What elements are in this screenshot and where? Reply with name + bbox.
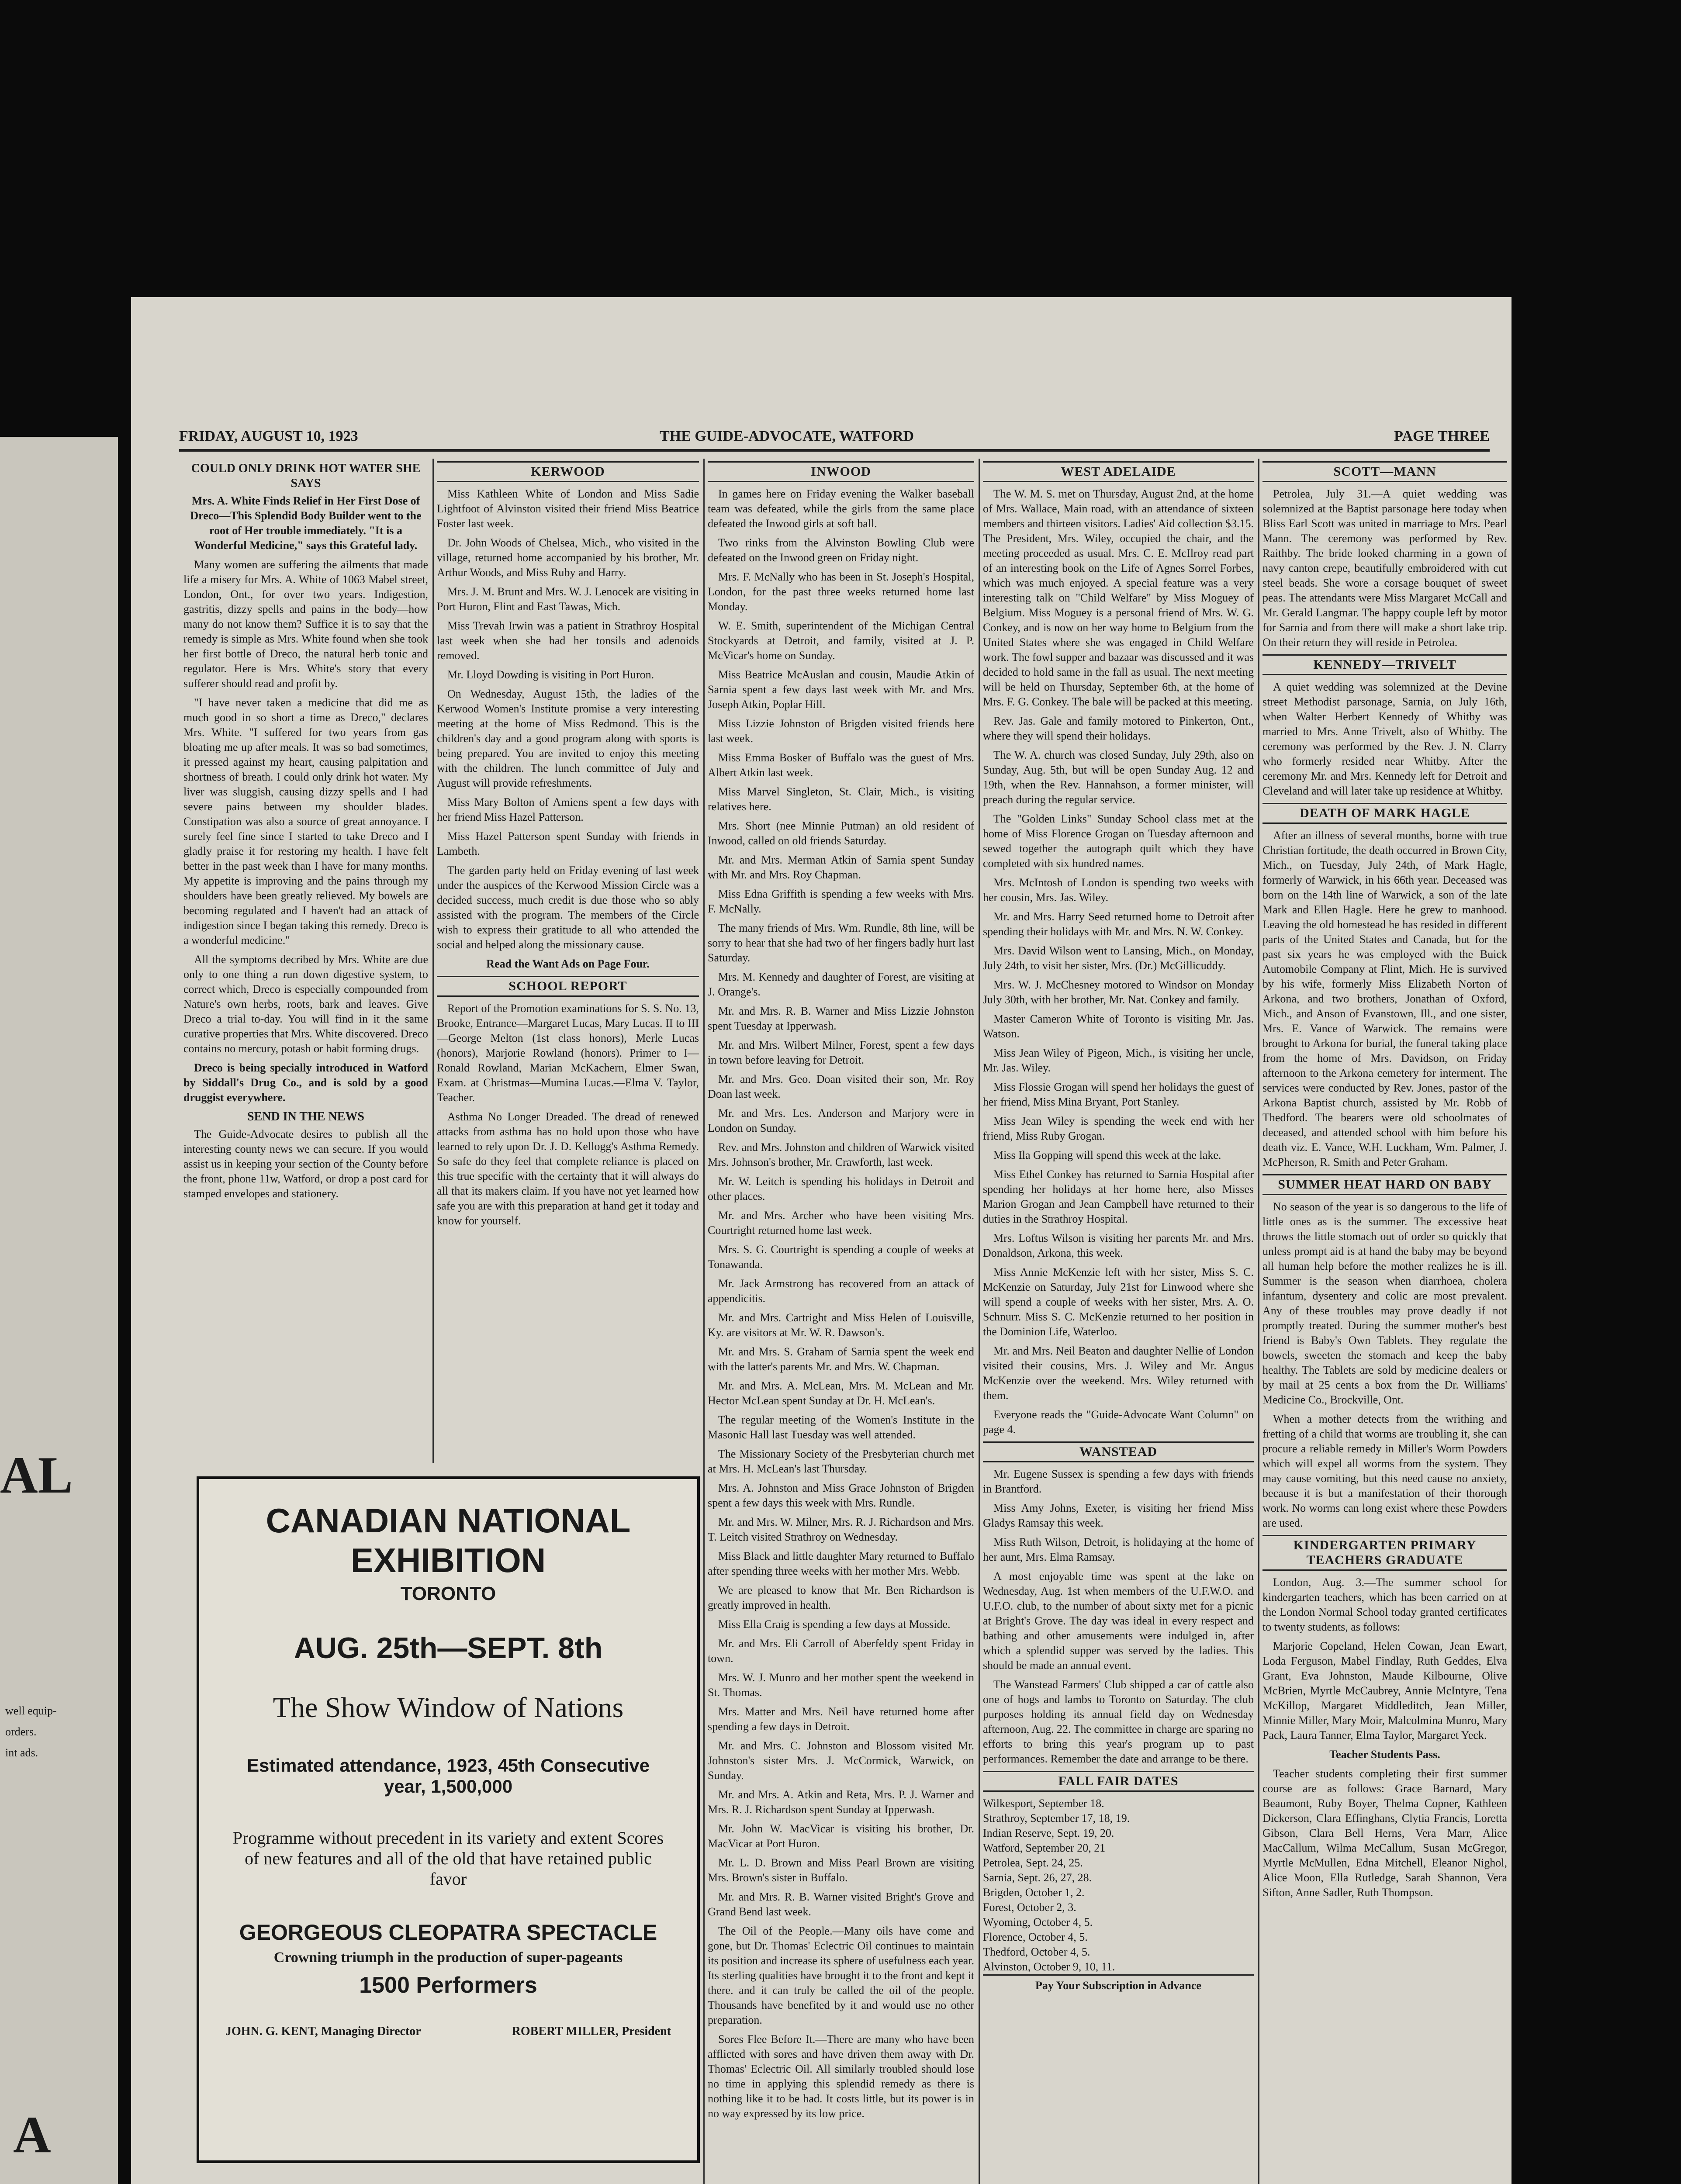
paragraph: Miss Trevah Irwin was a patient in Strathroy Hospital last week when she had her tonsils and adenoids removed. xyxy=(437,619,699,662)
paragraph: Mr. John W. MacVicar is visiting his brother, Dr. MacVicar at Port Huron. xyxy=(708,1822,974,1850)
paragraph: Many women are suffering the ailments that made life a misery for Mrs. A. White of 1063 Mabel street, London, Ont., for over two years. Indigestion, gastritis, dizzy spells and pains in the body—how many do not know them? Suffice it is to say that the remedy is simple as Mrs. White found when she took her first bottle of Dreco, the natural herb tonic and regulator. Here is Mrs. White's story that every sufferer should read and profit by. xyxy=(183,558,428,690)
ad-performers: 1500 Performers xyxy=(359,1973,537,1998)
paragraph: Two rinks from the Alvinston Bowling Club were defeated on the Inwood green on Friday night. xyxy=(708,536,974,564)
paragraph: Mr. and Mrs. A. McLean, Mrs. M. McLean and Mr. Hector McLean spent Sunday at Dr. H. McLean's. xyxy=(708,1379,974,1407)
issue-date: FRIDAY, AUGUST 10, 1923 xyxy=(179,428,358,444)
paragraph: Mr. Jack Armstrong has recovered from an attack of appendicitis. xyxy=(708,1277,974,1305)
paragraph: Miss Hazel Patterson spent Sunday with friends in Lambeth. xyxy=(437,830,699,857)
paragraph: Mrs. F. McNally who has been in St. Joseph's Hospital, London, for the past three weeks returned home last Monday. xyxy=(708,570,974,613)
paragraph: Miss Jean Wiley is spending the week end with her friend, Miss Ruby Grogan. xyxy=(983,1115,1254,1142)
paragraph: Master Cameron White of Toronto is visiting Mr. Jas. Watson. xyxy=(983,1013,1254,1040)
paragraph: The Wanstead Farmers' Club shipped a car of cattle also one of hogs and lambs to Toronto on Saturday. The club purposes holding its annual field day on Wednesday afternoon, Aug. 22. The committee in charge are sparing no efforts to bring this year's program up to past performances. Remember the date and arrange to be there. xyxy=(983,1678,1254,1765)
paragraph: Mr. and Mrs. Eli Carroll of Aberfeldy spent Friday in town. xyxy=(708,1637,974,1665)
paragraph: In games here on Friday evening the Walker baseball team was defeated, while the girls from the same place defeated the Inwood girls at soft ball. xyxy=(708,487,974,530)
fair-date: Alvinston, October 9, 10, 11. xyxy=(983,1960,1115,1973)
paragraph: Miss Ila Gopping will spend this week at the lake. xyxy=(993,1149,1221,1161)
article-headline: COULD ONLY DRINK HOT WATER SHE SAYS xyxy=(191,462,421,490)
column-west-adelaide xyxy=(983,459,1254,2184)
paragraph: The W. M. S. met on Thursday, August 2nd, at the home of Mrs. Wallace, Main road, with an attendance of sixteen members and thirteen visitors. Ladies' Aid collection $3.15. The President, Mrs. Wiley, occupied the chair, and the meeting proceeded as usual. Mrs. C. E. McIlroy read part of an interesting book on the Life of Agnes Sorrel Forbes, which was much enjoyed. A special feature was a very interesting talk on "Child Welfare" by Miss Moguey of Belgium. Miss Moguey is a personal friend of Mrs. W. G. Conkey, and is now on her way home to Belgium from the United States where she was engaged in Child Welfare work. The fowl supper and bazaar was discussed and it was decided to hold same in the fall as usual. The next meeting will be held on Thursday, September 6th, at the home of Mrs. F. G. Conkey. The bale will be packed at this meeting. xyxy=(983,487,1254,708)
masthead xyxy=(179,428,1490,452)
paragraph: Mr. and Mrs. Archer who have been visiting Mrs. Courtright returned home last week. xyxy=(708,1209,974,1237)
paragraph: Miss Amy Johns, Exeter, is visiting her friend Miss Gladys Ramsay this week. xyxy=(983,1502,1254,1529)
paragraph: Miss Ethel Conkey has returned to Sarnia Hospital after spending her holidays at her home here, also Misses Marion Grogan and Jean Campbell have returned to their duties in the Strathroy Hospital. xyxy=(983,1168,1254,1225)
previous-page-fragment xyxy=(0,437,118,2184)
paragraph: Mr. W. Leitch is spending his holidays in Detroit and other places. xyxy=(708,1175,974,1203)
paragraph: Miss Emma Bosker of Buffalo was the guest of Mrs. Albert Atkin last week. xyxy=(708,751,974,779)
paragraph: Miss Flossie Grogan will spend her holidays the guest of her friend, Miss Mina Bryant, Port Stanley. xyxy=(983,1081,1254,1108)
fair-date: Wyoming, October 4, 5. xyxy=(983,1916,1093,1928)
paragraph: Mrs. Matter and Mrs. Neil have returned home after spending a few days in Detroit. xyxy=(708,1705,974,1733)
paragraph: Marjorie Copeland, Helen Cowan, Jean Ewart, Loda Ferguson, Mabel Findlay, Ruth Geddes, Elva Grant, Eva Johnston, Maude Kilbourne, Olive McBrien, Myrtle McCaubrey, Annie McIntyre, Tena McKillop, Margaret Middleditch, Jean Miller, Minnie Miller, Mary Moir, Malcolmina Munro, Mary Pack, Laura Tanner, Elma Taylor, Margaret Yeck. xyxy=(1262,1640,1507,1742)
column-weddings xyxy=(1262,459,1507,2184)
article-headline: SEND IN THE NEWS xyxy=(247,1110,364,1123)
paragraph: Read the Want Ads on Page Four. xyxy=(486,957,650,970)
paragraph: Teacher students completing their first summer course are as follows: Grace Barnard, Mary Beaumont, Ruby Boyer, Thelma Copner, Kathleen Dickerson, Clara Effinghans, Clytia Francis, Loretta Gibson, Clara Bell Herns, Vera Marr, Alice MacCallum, Wilma McCallum, Susan McGregor, Myrtle McMullen, Edna Mitchell, Eleanor Nighol, Alice Moon, Ella Rutledge, Sarah Shannon, Vera Sifton, Anne Sadler, Ruth Thompson. xyxy=(1262,1767,1507,1899)
ad-president: ROBERT MILLER, President xyxy=(512,2025,671,2038)
column-dreco xyxy=(183,459,428,1463)
paragraph: Miss Mary Bolton of Amiens spent a few days with her friend Miss Hazel Patterson. xyxy=(437,796,699,823)
section-heading: DEATH OF MARK HAGLE xyxy=(1262,803,1507,824)
ad-director: JOHN. G. KENT, Managing Director xyxy=(225,2025,421,2038)
column-rule xyxy=(979,459,980,2184)
section-heading: KERWOOD xyxy=(437,461,699,482)
paragraph: The Missionary Society of the Presbyterian church met at Mrs. H. McLean's last Thursday. xyxy=(708,1448,974,1475)
fair-date: Sarnia, Sept. 26, 27, 28. xyxy=(983,1871,1092,1884)
paragraph: When a mother detects from the writhing and fretting of a child that worms are troubling it, she can procure a reliable remedy in Miller's Worm Powders which will expel all worms from the system. They may cause vomiting, but this need cause no anxiety, because it is but a manifestation of their thorough work. No worms can long exist where these Powders are used. xyxy=(1262,1413,1507,1529)
column-rule xyxy=(1258,459,1259,2184)
paragraph: W. E. Smith, superintendent of the Michigan Central Stockyards at Detroit, and family, visited at J. P. McVicar's home on Sunday. xyxy=(708,619,974,662)
fair-date: Florence, October 4, 5. xyxy=(983,1931,1088,1943)
paragraph: Mr. L. D. Brown and Miss Pearl Brown are visiting Mrs. Brown's sister in Buffalo. xyxy=(708,1856,974,1884)
ad-city: TORONTO xyxy=(400,1583,496,1604)
paragraph: Sores Flee Before It.—There are many who have been afflicted with sores and have driven them away with Dr. Thomas' Eclectric Oil. All similarly troubled should lose no time in applying this splendid remedy as there is nothing like it to be had. It costs little, but its power is in no way expressed by its low price. xyxy=(708,2033,974,2120)
column-inwood xyxy=(708,459,974,2184)
paragraph: Mr. and Mrs. Cartright and Miss Helen of Louisville, Ky. are visitors at Mr. W. R. Dawson's. xyxy=(708,1311,974,1339)
section-heading: SCOTT—MANN xyxy=(1262,461,1507,482)
section-heading: INWOOD xyxy=(708,461,974,482)
paragraph: Mr. and Mrs. Merman Atkin of Sarnia spent Sunday with Mr. and Mrs. Roy Chapman. xyxy=(708,854,974,881)
section-heading: KINDERGARTEN PRIMARY TEACHERS GRADUATE xyxy=(1262,1535,1507,1571)
paragraph: Mr. and Mrs. S. Graham of Sarnia spent the week end with the latter's parents Mr. and Mrs. W. Chapman. xyxy=(708,1345,974,1373)
paragraph: Mr. and Mrs. R. B. Warner visited Bright's Grove and Grand Bend last week. xyxy=(708,1890,974,1918)
paragraph: The Oil of the People.—Many oils have come and gone, but Dr. Thomas' Eclectric Oil continues to maintain its position and increase its sphere of usefulness each year. Its sterling qualities have brought it to the front and kept it there. and it can truly be called the oil of the people. Thousands have benefited by it and would use no other preparation. xyxy=(708,1925,974,2026)
ad-tagline: The Show Window of Nations xyxy=(273,1692,624,1724)
cne-advertisement xyxy=(197,1476,700,2163)
paragraph: London, Aug. 3.—The summer school for kindergarten teachers, which has been carried on at the London Normal School today granted certificates to twenty students, as follows: xyxy=(1262,1576,1507,1633)
paragraph: Mr. and Mrs. W. Milner, Mrs. R. J. Richardson and Mrs. T. Leitch visited Strathroy on Wednesday. xyxy=(708,1516,974,1543)
paragraph: Mrs. M. Kennedy and daughter of Forest, are visiting at J. Orange's. xyxy=(708,971,974,998)
section-heading: SCHOOL REPORT xyxy=(437,976,699,997)
ad-officers xyxy=(225,2025,671,2039)
ad-spectacle-sub: Crowning triumph in the production of super-pageants xyxy=(273,1949,623,1966)
fair-date: Indian Reserve, Sept. 19, 20. xyxy=(983,1827,1114,1839)
paragraph: No season of the year is so dangerous to the life of little ones as is the summer. The excessive heat throws the little stomach out of order so quickly that unless prompt aid is at hand the baby may be beyond all human help before the mother realizes he is ill. Summer is the season when diarrhoea, cholera infantum, dysentery and colic are most prevalent. Any of these troubles may prove deadly if not promptly treated. During the summer mother's best friend is Baby's Own Tablets. They regulate the bowels, sweeten the stomach and keep the baby healthy. The Tablets are sold by medicine dealers or by mail at 25 cents a box from the Dr. Williams' Medicine Co., Brockville, Ont. xyxy=(1262,1200,1507,1406)
fair-date: Petrolea, Sept. 24, 25. xyxy=(983,1856,1083,1869)
paragraph: Mrs. S. G. Courtright is spending a couple of weeks at Tonawanda. xyxy=(708,1243,974,1271)
section-heading: WEST ADELAIDE xyxy=(983,461,1254,482)
fair-date: Strathroy, September 17, 18, 19. xyxy=(983,1812,1130,1825)
paragraph: Mrs. Short (nee Minnie Putman) an old resident of Inwood, called on old friends Saturday. xyxy=(708,819,974,847)
paragraph: Mrs. A. Johnston and Miss Grace Johnston of Brigden spent a few days this week with Mrs. Rundle. xyxy=(708,1482,974,1509)
paragraph: The Guide-Advocate desires to publish all the interesting county news we can secure. If you would assist us in keeping your section of the County before the front, phone 11w, Watford, or drop a post card for stamped envelopes and stationery. xyxy=(183,1128,428,1200)
paragraph: The many friends of Mrs. Wm. Rundle, 8th line, will be sorry to hear that she had two of her fingers badly hurt last Saturday. xyxy=(708,922,974,964)
paragraph: Mrs. W. J. Munro and her mother spent the weekend in St. Thomas. xyxy=(708,1671,974,1699)
column-rule xyxy=(432,459,434,1463)
ad-dates: AUG. 25th—SEPT. 8th xyxy=(294,1631,603,1665)
subscription-notice: Pay Your Subscription in Advance xyxy=(983,1974,1254,1993)
paragraph: Miss Marvel Singleton, St. Clair, Mich., is visiting relatives here. xyxy=(708,785,974,813)
section-heading: WANSTEAD xyxy=(983,1441,1254,1462)
paragraph: Miss Black and little daughter Mary returned to Buffalo after spending three weeks with her mother Mrs. Webb. xyxy=(708,1550,974,1577)
paragraph: A most enjoyable time was spent at the lake on Wednesday, Aug. 1st when members of the U.F.W.O. and U.F.O. club, to the number of about sixty met for a picnic at Bright's Grove. The day was ideal in every respect and bathing and other amusements were indulged in, after which a splendid supper was served by the ladies. This should be made an annual event. xyxy=(983,1570,1254,1672)
paragraph: Mrs. David Wilson went to Lansing, Mich., on Monday, July 24th, to visit her sister, Mrs. (Dr.) McGillicuddy. xyxy=(983,944,1254,972)
paragraph: Mr. and Mrs. R. B. Warner and Miss Lizzie Johnston spent Tuesday at Ipperwash. xyxy=(708,1005,974,1032)
ad-title: CANADIAN NATIONAL EXHIBITION xyxy=(266,1501,631,1579)
paragraph: Miss Annie McKenzie left with her sister, Miss S. C. McKenzie on Saturday, July 21st for Linwood where she will spend a couple of weeks with her sister, Mrs. A. O. Schnurr. Miss S. C. McKenzie returned to her position in the Dominion Life, Waterloo. xyxy=(983,1266,1254,1338)
paragraph: A quiet wedding was solemnized at the Devine street Methodist parsonage, Sarnia, on July 16th, when Walter Herbert Kennedy of Whitby was married to Mrs. Anne Trivelt, also of Whitby. The ceremony was performed by the Rev. J. N. Clarry who formerly resided near Whitby. After the ceremony Mr. and Mrs. Kennedy left for Detroit and Cleveland and will later take up residence at Whitby. xyxy=(1262,681,1507,797)
paragraph: Rev. and Mrs. Johnston and children of Warwick visited Mrs. Johnson's brother, Mr. Crawforth, last week. xyxy=(708,1141,974,1168)
article-deck: Mrs. A. White Finds Relief in Her First Dose of Dreco—This Splendid Body Builder went to the root of Her trouble immediately. "It is a Wonderful Medicine," says this Grateful lady. xyxy=(190,494,422,552)
fair-date: Thedford, October 4, 5. xyxy=(983,1946,1090,1958)
paragraph: The garden party held on Friday evening of last week under the auspices of the Kerwood Mission Circle was a decided success, much credit is due those who so ably assisted with the program. The members of the Circle wish to express their gratitude to all who attended the social and helped along the missionary cause. xyxy=(437,864,699,951)
paragraph: Miss Ruth Wilson, Detroit, is holidaying at the home of her aunt, Mrs. Elma Ramsay. xyxy=(983,1536,1254,1563)
paragraph: Asthma No Longer Dreaded. The dread of renewed attacks from asthma has no hold upon those who have learned to rely upon Dr. J. D. Kellogg's Asthma Remedy. So safe do they feel that complete reliance is placed on this true specific with the certainty that it will always do all that its makers claim. If you have not yet learned how safe you are with this preparation at hand get it today and know for yourself. xyxy=(437,1110,699,1227)
ad-spectacle: GEORGEOUS CLEOPATRA SPECTACLE xyxy=(239,1920,657,1945)
fragment-line: int ads. xyxy=(5,1746,38,1759)
paragraph: Mr. Lloyd Dowding is visiting in Port Huron. xyxy=(447,668,654,681)
paragraph: Miss Edna Griffith is spending a few weeks with Mrs. F. McNally. xyxy=(708,888,974,915)
paragraph: Rev. Jas. Gale and family motored to Pinkerton, Ont., where they will spend their holidays. xyxy=(983,715,1254,742)
paragraph: Mrs. Loftus Wilson is visiting her parents Mr. and Mrs. Donaldson, Arkona, this week. xyxy=(983,1232,1254,1259)
paragraph: Dreco is being specially introduced in Watford by Siddall's Drug Co., and is sold by a good druggist everywhere. xyxy=(183,1061,428,1104)
paragraph: The "Golden Links" Sunday School class met at the home of Miss Florence Grogan on Tuesday afternoon and sewed together the autograph quilt which they have completed with six hundred names. xyxy=(983,812,1254,870)
fair-dates-list xyxy=(983,1796,1254,1974)
paragraph: Mr. and Mrs. Harry Seed returned home to Detroit after spending their holidays with Mr. and Mrs. N. W. Conkey. xyxy=(983,910,1254,938)
paragraph: Everyone reads the "Guide-Advocate Want Column" on page 4. xyxy=(983,1408,1254,1436)
fair-date: Brigden, October 1, 2. xyxy=(983,1886,1085,1899)
newspaper-page xyxy=(131,297,1512,2184)
column-kerwood xyxy=(437,459,699,1463)
paragraph: After an illness of several months, borne with true Christian fortitude, the death occurred in Brown City, Mich., on Tuesday, July 24th, of Mark Hagle, formerly of Warwick, in his 66th year. Deceased was born on the 14th line of Warwick, a son of the late Mark and Ellen Hagle. Here he grew to manhood. Leaving the old homestead he has resided in different parts of the United States and Canada, but for the past six years he was employed with the Buick Automobile Company at Flint, Mich. He is survived by his wife, formerly Miss Elizabeth Norton of Arkona, and two brothers, Jonathan of Oxford, Mich., and Anson of Evanstown, Ill., and one sister, Mrs. E. Vance of Warwick. The remains were brought to Arkona for burial, the funeral taking place from the home of Mrs. Davidson, on Friday afternoon to the Arkona cemetery for interment. The services were conducted by Rev. Jones, pastor of the Arkona Baptist church, assisted by Mr. Robb of Thedford. The bearers were old schoolmates of deceased, and attended school with him before his death viz. E. Vance, W.H. Luckham, Wm. Palmer, J. McPherson, R. Smith and Peter Graham. xyxy=(1262,829,1507,1168)
paragraph: The regular meeting of the Women's Institute in the Masonic Hall last Tuesday was well attended. xyxy=(708,1413,974,1441)
fair-date: Forest, October 2, 3. xyxy=(983,1901,1076,1914)
ad-programme: Programme without precedent in its variety and extent Scores of new features and all of the old that have retained public favor xyxy=(232,1828,664,1889)
paragraph: We are pleased to know that Mr. Ben Richardson is greatly improved in health. xyxy=(708,1584,974,1611)
paragraph: The W. A. church was closed Sunday, July 29th, also on Sunday, Aug. 5th, but will be open Sunday Aug. 12 and 19th, when the Rev. Hannahson, a former minister, will preach during the regular service. xyxy=(983,749,1254,806)
paragraph: Mr. and Mrs. Neil Beaton and daughter Nellie of London visited their cousins, Mrs. J. Wiley and Mr. Angus McKenzie over the weekend. Mrs. Wiley returned with them. xyxy=(983,1344,1254,1402)
paragraph: Mrs. McIntosh of London is spending two weeks with her cousin, Mrs. Jas. Wiley. xyxy=(983,876,1254,904)
paragraph: Miss Kathleen White of London and Miss Sadie Lightfoot of Alvinston visited their friend Miss Beatrice Foster last week. xyxy=(437,487,699,530)
paragraph: Miss Beatrice McAuslan and cousin, Maudie Atkin of Sarnia spent a few days last week with Mr. and Mrs. Joseph Atkin, Poplar Hill. xyxy=(708,668,974,711)
paragraph: Mr. and Mrs. A. Atkin and Reta, Mrs. P. J. Warner and Mrs. R. J. Richardson spent Sunday at Ipperwash. xyxy=(708,1788,974,1816)
paragraph: Miss Lizzie Johnston of Brigden visited friends here last week. xyxy=(708,717,974,745)
fair-date: Wilkesport, September 18. xyxy=(983,1797,1104,1810)
paragraph: Mrs. J. M. Brunt and Mrs. W. J. Lenocek are visiting in Port Huron, Flint and East Tawas, Mich. xyxy=(437,585,699,613)
paragraph: Petrolea, July 31.—A quiet wedding was solemnized at the Baptist parsonage here today when Bliss Earl Scott was united in marriage to Mrs. Pearl Mann. The ceremony was performed by Rev. Raithby. The bride looked charming in a gown of navy canton crepe, beautifully embroidered with cut steel beads. She wore a corsage bouquet of sweet peas. The attendants were Miss Margaret McCall and Mr. Gerald Langmar. The happy couple left by motor for Sarnia and from there will make a short lake trip. On their return they will reside in Petrolea. xyxy=(1262,487,1507,649)
paragraph: Mrs. W. J. McChesney motored to Windsor on Monday July 30th, with her brother, Mr. Nat. Conkey and family. xyxy=(983,978,1254,1006)
paragraph: Mr. Eugene Sussex is spending a few days with friends in Brantford. xyxy=(983,1468,1254,1495)
fragment-line: well equip- xyxy=(5,1704,57,1717)
paragraph: All the symptoms decribed by Mrs. White are due only to one thing a run down digestive system, to correct which, Dreco is especially compounded from Nature's own herbs, roots, bark and leaves. Give Dreco a trial to-day. You will find in it the same curative properties that Mrs. White discovered. Dreco contains no mercury, potash or habit forming drugs. xyxy=(183,953,428,1055)
paragraph: "I have never taken a medicine that did me as much good in so short a time as Dreco," declares Mrs. White. "I suffered for two years from gas bloating me up after meals. It was so bad sometimes, it pressed against my heart, causing palpitation and shortness of breath. I could only drink hot water. My liver was sluggish, causing dizzy spells and I had severe pains between my shoulder blades. Constipation was also a source of great annoyance. I surely feel fine since I started to take Dreco and I gladly praise it for restoring my health. I have felt better in the past week than I have for many months. My appetite is improving and the pains through my shoulders have been greatly relieved. My bowels are becoming regulated and I haven't had an attack of indigestion since I began taking this remedy. Dreco is a wonderful medicine." xyxy=(183,696,428,947)
paragraph: Report of the Promotion examinations for S. S. No. 13, Brooke, Entrance—Margaret Lucas, Mary Lucas. II to III—George Melton (1st class honors), Merle Lucas (honors), Marjorie Rowland (honors). Primer to I—Ronald Rowland, Marian McKachern, Elmer Swan, Exam. at Christmas—Mumina Lucas.—Elma V. Taylor, Teacher. xyxy=(437,1002,699,1104)
paragraph: Teacher Students Pass. xyxy=(1329,1748,1440,1761)
ad-attendance: Estimated attendance, 1923, 45th Consecutive year, 1,500,000 xyxy=(246,1755,650,1797)
column-rule xyxy=(703,459,705,2184)
section-heading: FALL FAIR DATES xyxy=(983,1771,1254,1792)
paragraph: Mr. and Mrs. C. Johnston and Blossom visited Mr. Johnston's sister Mrs. J. McCormick, Warwick, on Sunday. xyxy=(708,1739,974,1782)
paragraph: Mr. and Mrs. Geo. Doan visited their son, Mr. Roy Doan last week. xyxy=(708,1073,974,1100)
fragment-line: orders. xyxy=(5,1725,37,1738)
fragment-big-letter: A xyxy=(13,2105,51,2163)
page-number: PAGE THREE xyxy=(1394,428,1490,444)
paragraph: Dr. John Woods of Chelsea, Mich., who visited in the village, returned home accompanied by his brother, Mr. Arthur Woods, and Miss Ruby and Harry. xyxy=(437,536,699,579)
section-heading: SUMMER HEAT HARD ON BABY xyxy=(1262,1174,1507,1195)
section-heading: KENNEDY—TRIVELT xyxy=(1262,654,1507,675)
paragraph: Mr. and Mrs. Les. Anderson and Marjory were in London on Sunday. xyxy=(708,1107,974,1134)
fair-date: Watford, September 20, 21 xyxy=(983,1842,1106,1854)
paragraph: Miss Jean Wiley of Pigeon, Mich., is visiting her uncle, Mr. Jas. Wiley. xyxy=(983,1047,1254,1074)
paragraph: Mr. and Mrs. Wilbert Milner, Forest, spent a few days in town before leaving for Detroit. xyxy=(708,1039,974,1066)
fragment-big-letters: AL xyxy=(0,1446,73,1504)
paper-name: THE GUIDE-ADVOCATE, WATFORD xyxy=(660,428,914,444)
paragraph: Miss Ella Craig is spending a few days at Mosside. xyxy=(718,1618,951,1631)
paragraph: On Wednesday, August 15th, the ladies of the Kerwood Women's Institute promise a very interesting meeting at the home of Miss Redmond. This is the children's day and a good program along with sports is being prepared. You are invited to enjoy this meeting with the children. The lunch committee of July and August will provide refreshments. xyxy=(437,688,699,789)
